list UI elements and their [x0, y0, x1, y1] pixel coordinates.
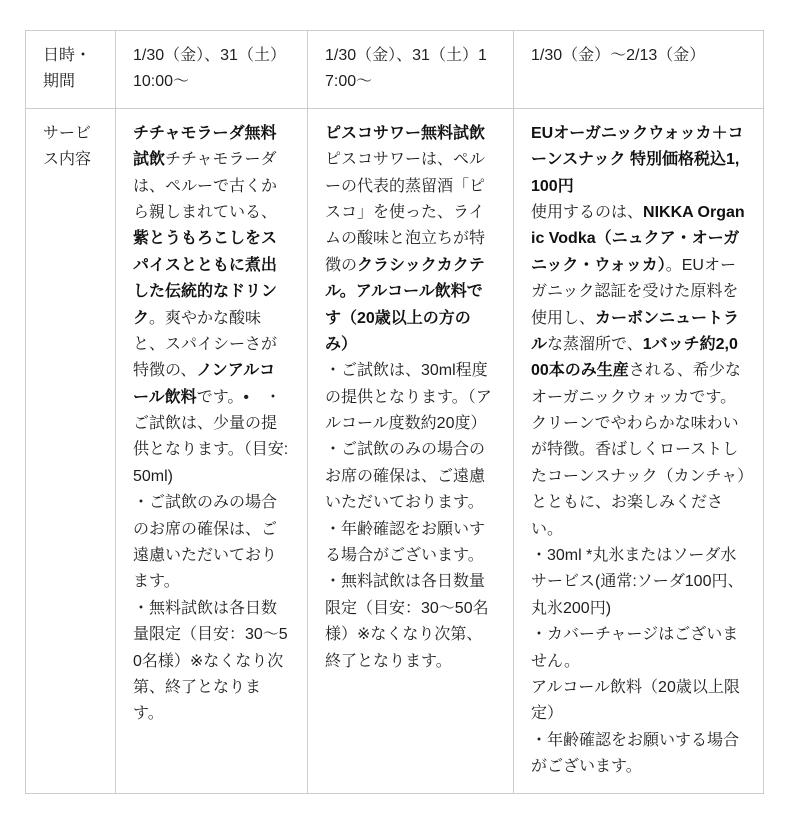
cell-service-offering-1: チチャモラーダ無料試飲チチャモラーダは、ペルーで古くから親しまれている、紫とうもろこしをスパイスとともに煮出した伝統的なドリンク。爽やかな酸味と、スパイシーさが特徴の、ノンアルコール飲料です。• ・ ご試飲は、少量の提供となります。（目安: 50ml) ・ご試飲のみの場合のお席の確保は、ご遠慮いただいております。 ・無料試飲は各日数量限定（目安：30〜50名様）※なくなり次第、終了となります。 — [116, 108, 308, 793]
table-row-service — [26, 108, 764, 793]
cell-service-offering-3: EUオーガニックウォッカ＋コーンスナック 特別価格税込1,100円 使用するのは、NIKKA Organic Vodka（ニュクア・オーガニック・ウォッカ）。EUオーガニック認証を受けた原料を使用し、カーボンニュートラルな蒸溜所で、1バッチ約2,000本のみ生産される、希少なオーガニックウォッカです。クリーンでやわらかな味わいが特徴。香ばしくローストしたコーンスナック（カンチャ）とともに、お楽しみください。 ・30ml *丸氷またはソーダ水サービス(通常:ソーダ100円、丸氷200円) ・カバーチャージはございません。 アルコール飲料（20歳以上限定） ・年齢確認をお願いする場合がございます。 — [514, 108, 764, 793]
row-header-service: サービス内容 — [26, 108, 116, 793]
cell-service-offering-2: ピスコサワー無料試飲 ピスコサワーは、ペルーの代表的蒸留酒「ピスコ」を使った、ライムの酸味と泡立ちが特徴のクラシックカクテル。アルコール飲料です（20歳以上の方のみ） ・ご試飲は、30ml程度の提供となります。（アルコール度数約20度） ・ご試飲のみの場合のお席の確保は、ご遠慮いただいております。 ・年齢確認をお願いする場合がございます。 ・無料試飲は各日数量限定（目安：30〜50名様）※なくなり次第、終了となります。 — [308, 108, 514, 793]
cell-date-offering-3: 1/30（金）〜2/13（金） — [514, 31, 764, 109]
event-info-table — [25, 30, 764, 794]
row-header-date-period: 日時・期間 — [26, 31, 116, 109]
table-row-date-period — [26, 31, 764, 109]
cell-date-offering-1: 1/30（金）、31（土）10:00〜 — [116, 31, 308, 109]
cell-date-offering-2: 1/30（金）、31（土）17:00〜 — [308, 31, 514, 109]
